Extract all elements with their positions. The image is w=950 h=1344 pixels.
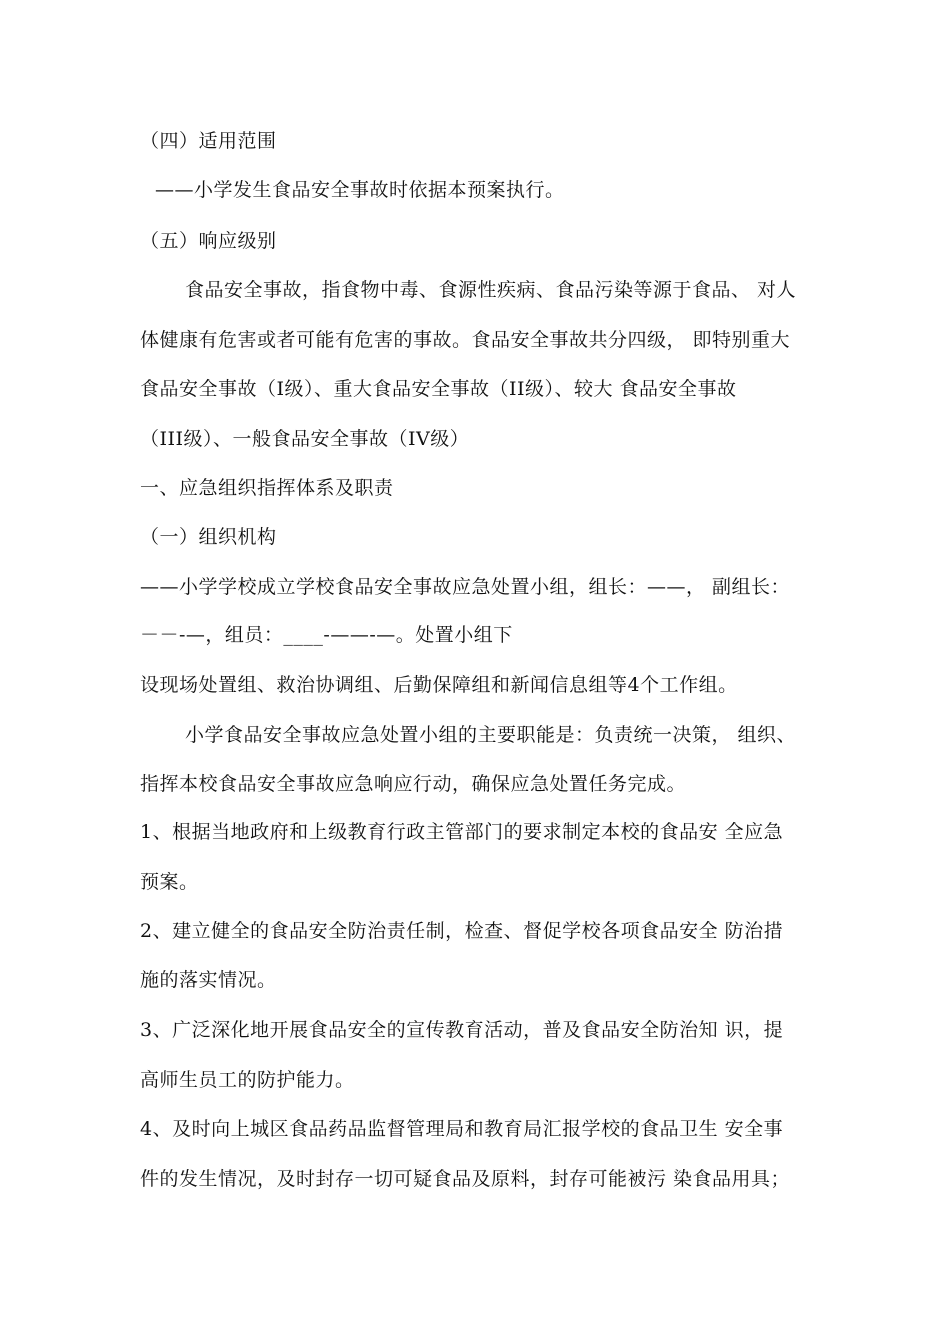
list-item-4: 4、及时向上城区食品药品监督管理局和教育局汇报学校的食品卫生 安全事: [140, 1118, 784, 1140]
body-line: 指挥本校食品安全事故应急响应行动，确保应急处置任务完成。: [140, 773, 687, 795]
section-heading-structure: （一）组织机构: [140, 526, 277, 548]
body-line: 食品安全事故（I级）、重大食品安全事故（II级）、较大 食品安全事故: [140, 378, 737, 400]
body-line: 设现场处置组、救治协调组、后勤保障组和新闻信息组等4个工作组。: [140, 674, 738, 696]
section-heading-response-level: （五）响应级别: [140, 230, 277, 252]
body-line: ——小学发生食品安全事故时依据本预案执行。: [155, 179, 565, 201]
list-item-3-cont: 高师生员工的防护能力。: [140, 1069, 355, 1091]
list-item-4-cont: 件的发生情况，及时封存一切可疑食品及原料，封存可能被污 染食品用具；: [140, 1168, 791, 1190]
body-line: 小学食品安全事故应急处置小组的主要职能是：负责统一决策， 组织、: [185, 724, 797, 746]
section-heading-organization: 一、应急组织指挥体系及职责: [140, 477, 394, 499]
body-line: －－-—，组员：____-——-—。处置小组下: [140, 624, 513, 646]
body-line: 体健康有危害或者可能有危害的事故。食品安全事故共分四级， 即特别重大: [140, 329, 791, 351]
body-line: ——小学学校成立学校食品安全事故应急处置小组，组长：——， 副组长：: [140, 576, 791, 598]
section-heading-scope: （四）适用范围: [140, 130, 277, 152]
list-item-2: 2、建立健全的食品安全防治责任制，检查、督促学校各项食品安全 防治措: [140, 920, 784, 942]
list-item-1: 1、根据当地政府和上级教育行政主管部门的要求制定本校的食品安 全应急: [140, 821, 784, 843]
list-item-3: 3、广泛深化地开展食品安全的宣传教育活动，普及食品安全防治知 识，提: [140, 1019, 784, 1041]
body-line: （III级）、一般食品安全事故（IV级）: [140, 428, 470, 450]
list-item-2-cont: 施的落实情况。: [140, 969, 277, 991]
body-line: 食品安全事故，指食物中毒、食源性疾病、食品污染等源于食品、 对人: [185, 279, 797, 301]
list-item-1-cont: 预案。: [140, 871, 199, 893]
